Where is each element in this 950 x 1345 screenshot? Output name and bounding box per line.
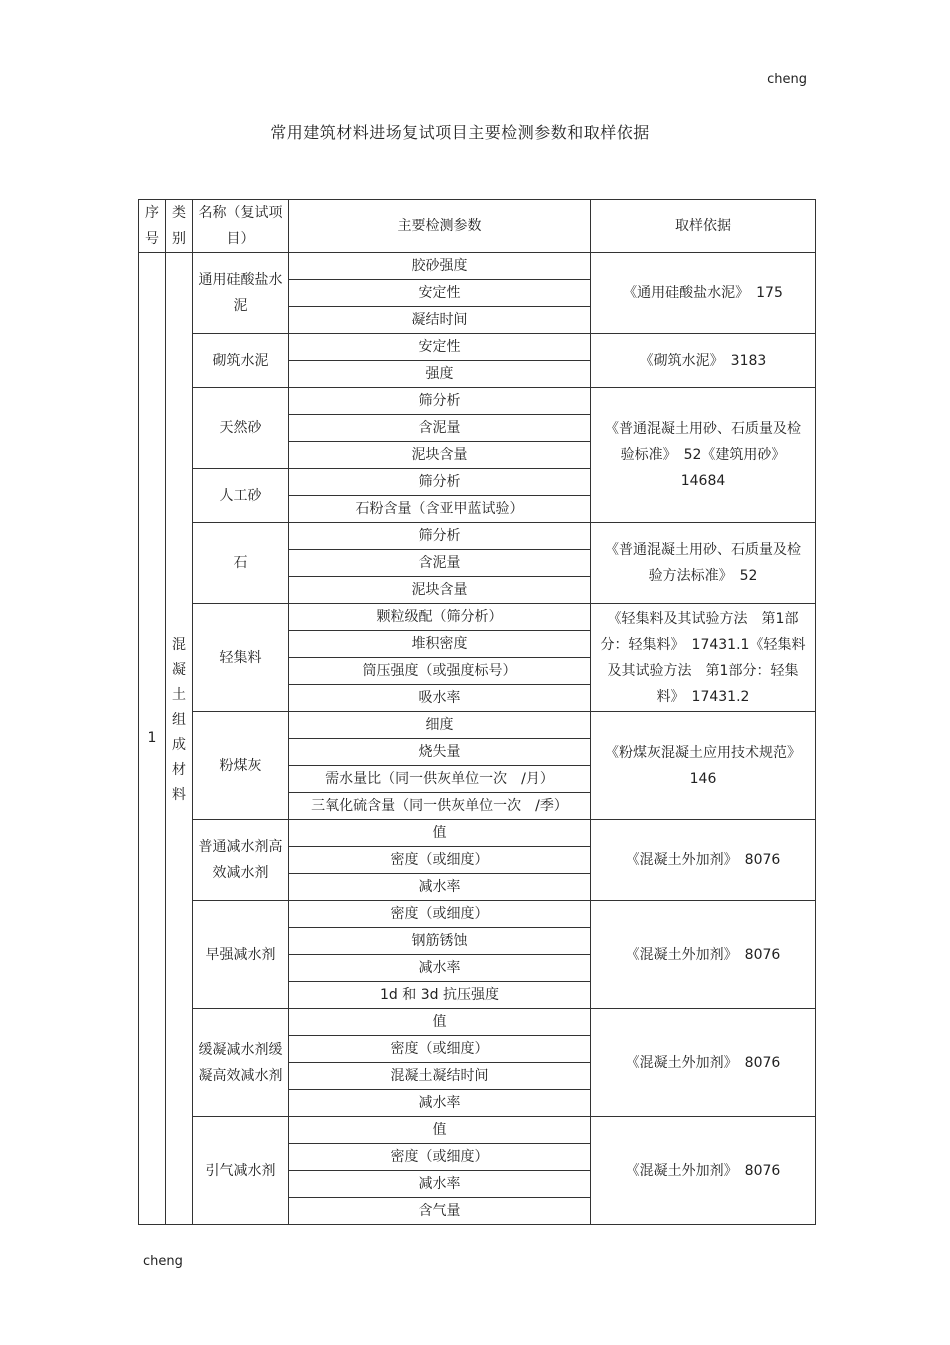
test-param-cell: 筒压强度（或强度标号）: [289, 658, 591, 685]
sampling-basis-cell: 《混凝土外加剂》 8076: [591, 1009, 816, 1117]
header-category: 类别: [166, 200, 193, 253]
sampling-basis-cell: 《混凝土外加剂》 8076: [591, 1117, 816, 1225]
test-param-cell: 含气量: [289, 1198, 591, 1225]
test-param-cell: 钢筋锈蚀: [289, 928, 591, 955]
material-name-cell: 普通减水剂高效减水剂: [193, 820, 289, 901]
test-param-cell: 减水率: [289, 1171, 591, 1198]
test-param-cell: 吸水率: [289, 685, 591, 712]
test-param-cell: 烧失量: [289, 739, 591, 766]
sampling-basis-cell: 《通用硅酸盐水泥》 175: [591, 253, 816, 334]
material-name-cell: 砌筑水泥: [193, 334, 289, 388]
table-row: [139, 388, 816, 415]
table-row: [139, 712, 816, 739]
test-param-cell: 值: [289, 1117, 591, 1144]
header-params: 主要检测参数: [289, 200, 591, 253]
page-header-text: cheng: [767, 72, 807, 87]
material-name-cell: 轻集料: [193, 604, 289, 712]
material-name-cell: 石: [193, 523, 289, 604]
table-row: [139, 820, 816, 847]
document-title: 常用建筑材料进场复试项目主要检测参数和取样依据: [270, 123, 650, 142]
test-param-cell: 含泥量: [289, 550, 591, 577]
test-param-cell: 筛分析: [289, 388, 591, 415]
test-param-cell: 细度: [289, 712, 591, 739]
test-param-cell: 混凝土凝结时间: [289, 1063, 591, 1090]
table-row: [139, 334, 816, 361]
material-name-cell: 早强减水剂: [193, 901, 289, 1009]
header-name: 名称（复试项目）: [193, 200, 289, 253]
test-param-cell: 石粉含量（含亚甲蓝试验）: [289, 496, 591, 523]
test-param-cell: 筛分析: [289, 523, 591, 550]
test-param-cell: 需水量比（同一供灰单位一次 /月）: [289, 766, 591, 793]
header-seq: 序号: [139, 200, 166, 253]
test-param-cell: 堆积密度: [289, 631, 591, 658]
material-name-cell: 粉煤灰: [193, 712, 289, 820]
test-param-cell: 安定性: [289, 334, 591, 361]
table-row: [139, 523, 816, 550]
table-row: [139, 1117, 816, 1144]
test-param-cell: 减水率: [289, 1090, 591, 1117]
sampling-basis-cell: 《轻集料及其试验方法 第1部分：轻集料》 17431.1《轻集料及其试验方法 第1部分：轻集料》 17431.2: [591, 604, 816, 712]
sampling-basis-cell: 《混凝土外加剂》 8076: [591, 901, 816, 1009]
sampling-basis-cell: 《普通混凝土用砂、石质量及检验方法标准》 52: [591, 523, 816, 604]
test-param-cell: 减水率: [289, 955, 591, 982]
test-param-cell: 筛分析: [289, 469, 591, 496]
test-param-cell: 泥块含量: [289, 442, 591, 469]
seq-cell: 1: [139, 253, 166, 1225]
page-footer-text: cheng: [143, 1254, 183, 1269]
test-param-cell: 安定性: [289, 280, 591, 307]
test-param-cell: 胶砂强度: [289, 253, 591, 280]
material-name-cell: 通用硅酸盐水泥: [193, 253, 289, 334]
test-param-cell: 含泥量: [289, 415, 591, 442]
materials-test-table: [138, 199, 816, 1225]
test-param-cell: 1d 和 3d 抗压强度: [289, 982, 591, 1009]
test-param-cell: 密度（或细度）: [289, 1144, 591, 1171]
test-param-cell: 密度（或细度）: [289, 1036, 591, 1063]
category-cell: 混凝土组成材料: [166, 253, 193, 1225]
material-name-cell: 引气减水剂: [193, 1117, 289, 1225]
material-name-cell: 缓凝减水剂缓凝高效减水剂: [193, 1009, 289, 1117]
test-param-cell: 密度（或细度）: [289, 847, 591, 874]
test-param-cell: 凝结时间: [289, 307, 591, 334]
test-param-cell: 颗粒级配（筛分析）: [289, 604, 591, 631]
test-param-cell: 减水率: [289, 874, 591, 901]
test-param-cell: 值: [289, 1009, 591, 1036]
test-param-cell: 强度: [289, 361, 591, 388]
test-param-cell: 值: [289, 820, 591, 847]
table-header-row: [139, 200, 816, 253]
table-body: [139, 253, 816, 1225]
test-param-cell: 三氧化硫含量（同一供灰单位一次 /季）: [289, 793, 591, 820]
test-param-cell: 密度（或细度）: [289, 901, 591, 928]
material-name-cell: 天然砂: [193, 388, 289, 469]
table-row: [139, 1009, 816, 1036]
table-row: [139, 253, 816, 280]
table-row: [139, 901, 816, 928]
sampling-basis-cell: 《混凝土外加剂》 8076: [591, 820, 816, 901]
table-row: [139, 604, 816, 631]
test-param-cell: 泥块含量: [289, 577, 591, 604]
material-name-cell: 人工砂: [193, 469, 289, 523]
header-basis: 取样依据: [591, 200, 816, 253]
sampling-basis-cell: 《粉煤灰混凝土应用技术规范》 146: [591, 712, 816, 820]
sampling-basis-cell: 《普通混凝土用砂、石质量及检验标准》 52《建筑用砂》14684: [591, 388, 816, 523]
sampling-basis-cell: 《砌筑水泥》 3183: [591, 334, 816, 388]
